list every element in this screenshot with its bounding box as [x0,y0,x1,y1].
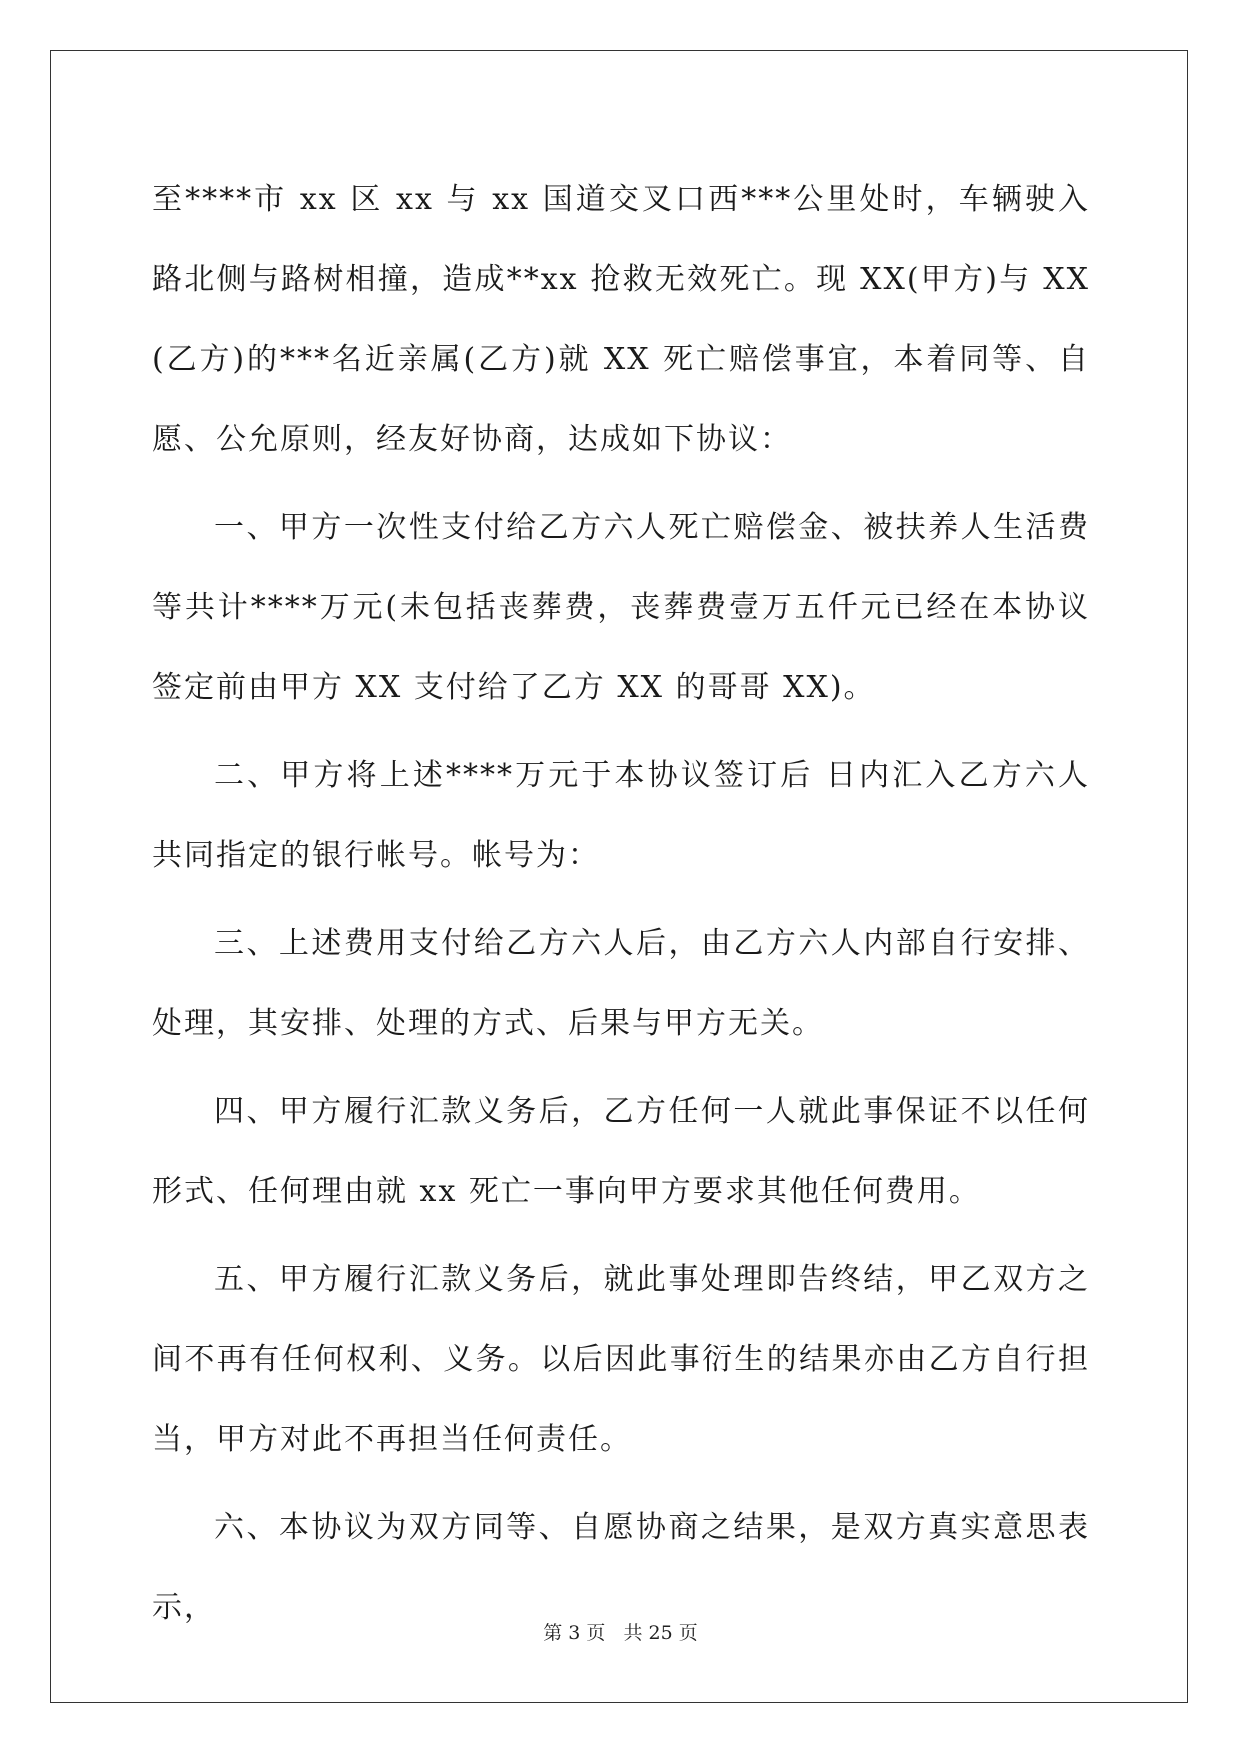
paragraph-clause-4: 四、甲方履行汇款义务后，乙方任何一人就此事保证不以任何形式、任何理由就 xx 死亡一事向甲方要求其他任何费用。 [152,1094,1090,1209]
page-footer [0,1618,1241,1645]
document-body [152,160,1090,1656]
paragraph-clause-5: 五、甲方履行汇款义务后，就此事处理即告终结，甲乙双方之间不再有任何权利、义务。以后因此事衍生的结果亦由乙方自行担当，甲方对此不再担当任何责任。 [152,1262,1090,1457]
paragraph-clause-2: 二、甲方将上述****万元于本协议签订后 日内汇入乙方六人共同指定的银行帐号。帐号为： [152,758,1090,873]
paragraph-clause-1: 一、甲方一次性支付给乙方六人死亡赔偿金、被扶养人生活费等共计****万元(未包括丧葬费，丧葬费壹万五仟元已经在本协议签定前由甲方 XX 支付给了乙方 XX 的哥哥 XX)。 [152,510,1090,705]
paragraph-intro: 至****市 xx 区 xx 与 xx 国道交叉口西***公里处时，车辆驶入路北侧与路树相撞，造成**xx 抢救无效死亡。现 XX(甲方)与 XX(乙方)的***名近亲属(乙方)就 XX 死亡赔偿事宜，本着同等、自愿、公允原则，经友好协商，达成如下协议： [152,182,1090,457]
page-number: 第 3 页 共 25 页 [543,1622,698,1644]
paragraph-clause-3: 三、上述费用支付给乙方六人后，由乙方六人内部自行安排、处理，其安排、处理的方式、后果与甲方无关。 [152,926,1090,1041]
paragraph-clause-6: 六、本协议为双方同等、自愿协商之结果，是双方真实意思表示， [152,1510,1090,1625]
